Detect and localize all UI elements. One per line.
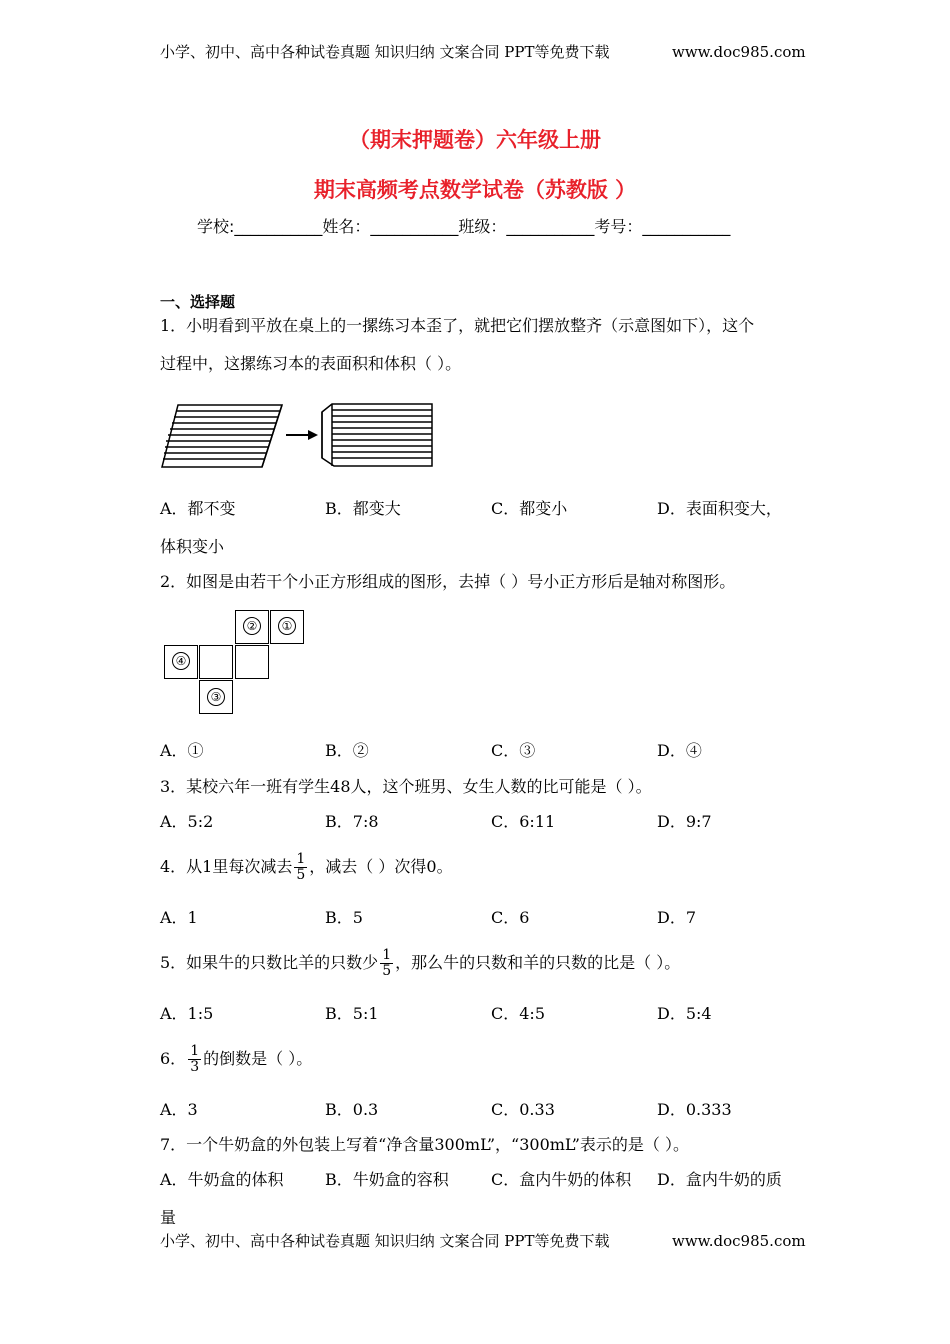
q4-fraction-denominator: 5 [296,867,306,883]
q7-option-b: B．牛奶盒的容积 [325,1170,449,1189]
q6-fraction [188,1044,201,1075]
q5-option-c: C．4:5 [491,1004,545,1023]
q6-text [160,1042,312,1076]
square-blank-1 [199,645,233,679]
q1-text-line-2: 过程中，这摞练习本的表面积和体积（ ）。 [160,354,462,373]
q7-text: 7．一个牛奶盒的外包装上写着“净含量300mL”，“300mL”表示的是（ ）。 [160,1135,689,1154]
title-line-1: （期末押题卷）六年级上册 [349,128,601,152]
q2-option-b: B．② [325,741,369,760]
q2-text: 2．如图是由若干个小正方形组成的图形，去掉（ ）号小正方形后是轴对称图形。 [160,572,736,591]
q1-option-b: B．都变大 [325,499,401,518]
q3-option-a: A．5:2 [160,812,214,831]
student-info-line: 学校:___________姓名：___________班级：___________考号：___________ [197,217,731,236]
q7-option-d: D．盒内牛奶的质 [657,1170,782,1189]
header-website: www.doc985.com [672,43,806,61]
circled-number-4: ④ [172,652,190,670]
q1-option-d-wrap: 体积变小 [160,537,225,556]
q1-option-d: D．表面积变大， [657,499,782,518]
q6-text-post: 的倒数是（ ）。 [203,1049,313,1068]
q6-fraction-denominator: 3 [190,1059,200,1075]
q6-option-c: C．0.33 [491,1100,555,1119]
title-line-2: 期末高频考点数学试卷（苏教版 ） [313,178,637,202]
q6-text-pre: 6． [160,1049,187,1068]
q4-text-post: ，减去（ ）次得0。 [309,857,453,876]
q4-option-b: B．5 [325,908,363,927]
section-heading: 一、选择题 [160,293,236,311]
q5-fraction [380,948,393,979]
squares-figure [164,610,309,720]
q5-text-post: ，那么牛的只数和羊的只数的比是（ ）。 [395,953,681,972]
q6-option-b: B．0.3 [325,1100,379,1119]
q4-option-d: D．7 [657,908,697,927]
circled-number-1: ① [278,617,296,635]
q4-fraction [294,852,307,883]
q5-option-b: B．5:1 [325,1004,379,1023]
q7-option-a: A．牛奶盒的体积 [160,1170,284,1189]
q5-fraction-denominator: 5 [382,963,392,979]
tilted-stack-image [162,405,282,467]
q4-text-pre: 4．从1里每次减去 [160,857,293,876]
square-blank-2 [235,645,269,679]
footer-left-text: 小学、初中、高中各种试卷真题 知识归纳 文案合同 PPT等免费下载 [160,1232,610,1250]
q3-option-c: C．6:11 [491,812,556,831]
aligned-stack-image [322,404,432,466]
footer-website: www.doc985.com [672,1232,806,1250]
q6-option-d: D．0.333 [657,1100,732,1119]
q2-option-a: A．① [160,741,204,760]
q3-text: 3．某校六年一班有学生48人，这个班男、女生人数的比可能是（ ）。 [160,777,652,796]
q4-text [160,850,453,884]
q5-fraction-numerator: 1 [382,947,392,963]
notebook-stack-figure [158,400,438,472]
q2-option-d: D．④ [657,741,702,760]
circled-number-2: ② [243,617,261,635]
circled-number-3: ③ [207,688,225,706]
q7-option-d-wrap: 量 [160,1208,177,1227]
q5-option-a: A．1:5 [160,1004,214,1023]
q3-option-b: B．7:8 [325,812,379,831]
q7-option-c: C．盒内牛奶的体积 [491,1170,632,1189]
arrow-right-icon [286,430,318,440]
q1-option-c: C．都变小 [491,499,568,518]
q6-fraction-numerator: 1 [190,1043,200,1059]
q5-text [160,946,680,980]
q5-text-pre: 5．如果牛的只数比羊的只数少 [160,953,379,972]
header-left-text: 小学、初中、高中各种试卷真题 知识归纳 文案合同 PPT等免费下载 [160,43,610,61]
q1-option-a: A．都不变 [160,499,236,518]
q1-text-line-1: 1．小明看到平放在桌上的一摞练习本歪了，就把它们摆放整齐（示意图如下），这个 [160,316,755,335]
q6-option-a: A．3 [160,1100,198,1119]
q3-option-d: D．9:7 [657,812,712,831]
q4-option-a: A．1 [160,908,198,927]
q2-option-c: C．③ [491,741,536,760]
q4-option-c: C．6 [491,908,530,927]
q5-option-d: D．5:4 [657,1004,712,1023]
q4-fraction-numerator: 1 [296,851,306,867]
